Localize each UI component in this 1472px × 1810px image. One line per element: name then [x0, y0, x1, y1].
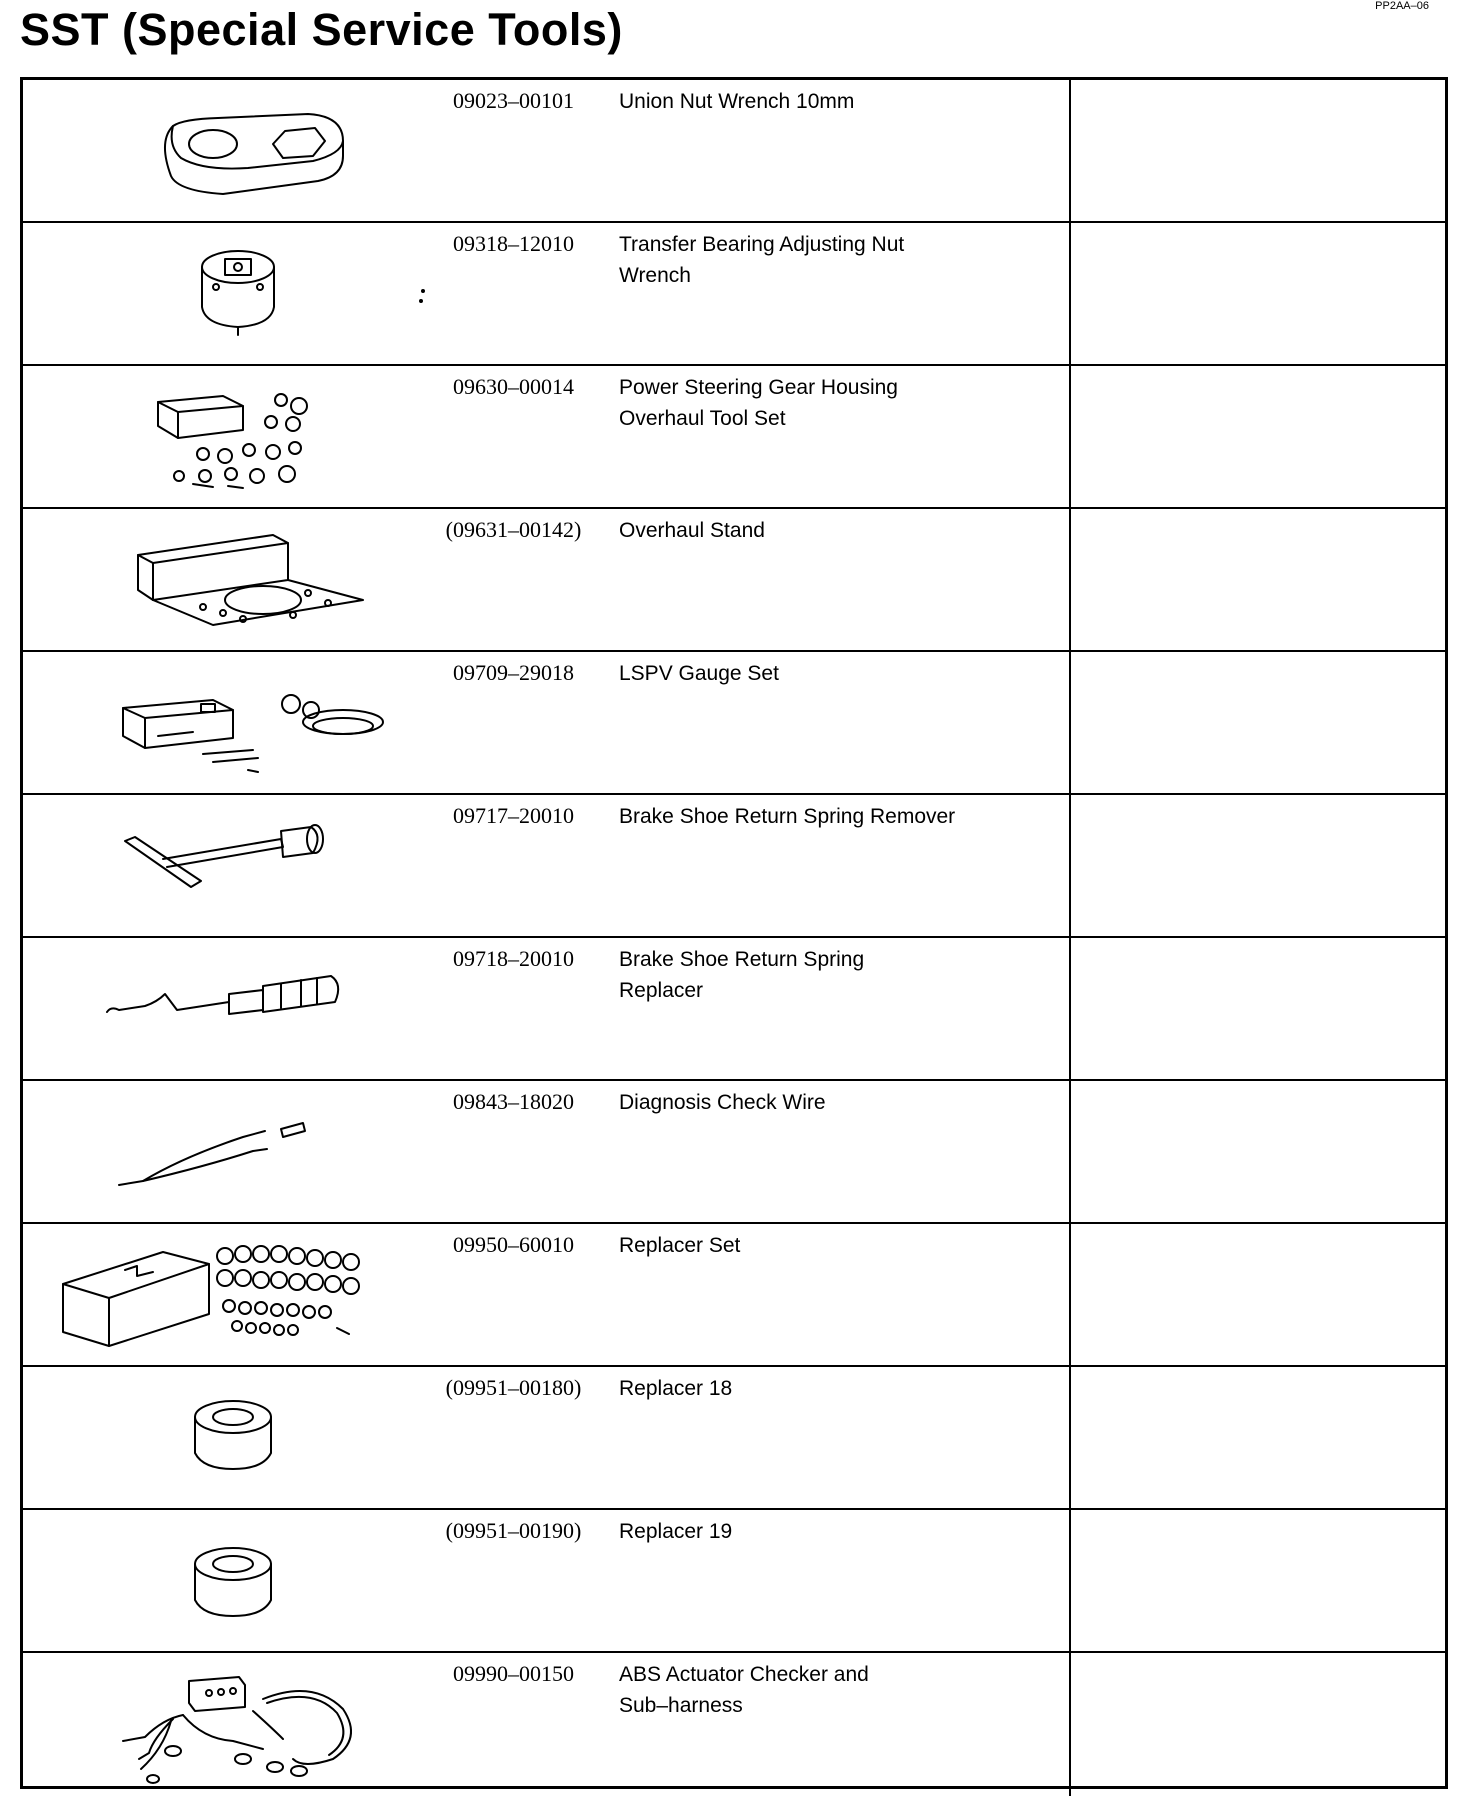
table-row: [23, 80, 1445, 223]
tool-set-icon: [53, 372, 433, 502]
tool-name: Brake Shoe Return Spring Remover: [619, 805, 956, 828]
column-divider: [1069, 1081, 1071, 1222]
column-divider: [1069, 938, 1071, 1079]
part-number: (09951–00180): [445, 1375, 582, 1400]
tool-name: Diagnosis Check Wire: [619, 1091, 826, 1114]
tool-name: Replacer 19: [619, 1520, 733, 1543]
table-row: [23, 795, 1445, 938]
table-row: [23, 1224, 1445, 1367]
table-row: [23, 509, 1445, 652]
part-number: 09950–60010: [453, 1232, 574, 1257]
page-code: PP2AA–06: [1375, 0, 1429, 12]
part-number: (09951–00190): [445, 1518, 582, 1543]
replacer-set-icon: [53, 1230, 433, 1360]
part-number: (09631–00142): [445, 517, 582, 542]
tool-name: Power Steering Gear Housing Overhaul Tool Set: [619, 376, 898, 430]
column-divider: [1069, 652, 1071, 793]
spring-remover-icon: [53, 801, 433, 931]
part-number: 09023–00101: [453, 88, 574, 113]
gauge-set-icon: [53, 658, 433, 788]
column-divider: [1069, 223, 1071, 364]
table-row: [23, 223, 1445, 366]
tool-name: Replacer 18: [619, 1377, 733, 1400]
tool-name: Transfer Bearing Adjusting Nut Wrench: [619, 233, 905, 287]
table-row: [23, 1653, 1445, 1796]
column-divider: [1069, 1224, 1071, 1365]
tool-name: Replacer Set: [619, 1234, 741, 1257]
sst-table: [20, 77, 1448, 1789]
tool-name: LSPV Gauge Set: [619, 662, 779, 685]
replacer-ring-icon: [53, 1516, 433, 1646]
spring-replacer-icon: [53, 944, 433, 1074]
part-number: 09843–18020: [453, 1089, 574, 1114]
union-nut-wrench-icon: [53, 86, 433, 216]
adjusting-nut-wrench-icon: [53, 229, 433, 359]
part-number: 09718–20010: [453, 946, 574, 971]
table-row: [23, 652, 1445, 795]
page-title: SST (Special Service Tools): [20, 4, 623, 55]
part-number: 09709–29018: [453, 660, 574, 685]
column-divider: [1069, 1653, 1071, 1796]
tool-name: ABS Actuator Checker and Sub–harness: [619, 1663, 869, 1717]
column-divider: [1069, 366, 1071, 507]
table-row: [23, 366, 1445, 509]
column-divider: [1069, 80, 1071, 221]
tool-name: Overhaul Stand: [619, 519, 765, 542]
overhaul-stand-icon: [53, 515, 433, 645]
abs-checker-icon: [53, 1659, 433, 1789]
check-wire-icon: [53, 1087, 433, 1217]
part-number: 09630–00014: [453, 374, 574, 399]
part-number: 09717–20010: [453, 803, 574, 828]
column-divider: [1069, 795, 1071, 936]
table-row: [23, 1367, 1445, 1510]
tool-name: Brake Shoe Return Spring Replacer: [619, 948, 865, 1002]
part-number: 09990–00150: [453, 1661, 574, 1686]
table-row: [23, 1081, 1445, 1224]
part-number: 09318–12010: [453, 231, 574, 256]
replacer-ring-icon: [53, 1373, 433, 1503]
tool-name: Union Nut Wrench 10mm: [619, 90, 855, 113]
table-row: [23, 1510, 1445, 1653]
table-row: [23, 938, 1445, 1081]
column-divider: [1069, 509, 1071, 650]
column-divider: [1069, 1367, 1071, 1508]
column-divider: [1069, 1510, 1071, 1651]
